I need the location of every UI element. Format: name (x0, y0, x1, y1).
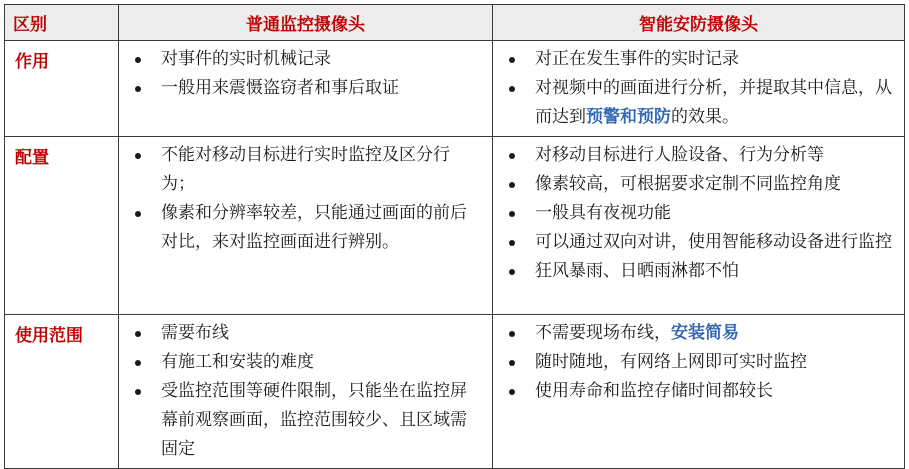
header-smart-camera: 智能安防摄像头 (493, 5, 905, 41)
row-label-function: 作用 (5, 41, 119, 137)
header-row (5, 5, 905, 41)
bullet-list (127, 319, 482, 464)
list-item: 有施工和安装的难度 (127, 348, 482, 377)
item-text-after: 的效果。 (671, 107, 739, 127)
row-usage-scope (5, 315, 905, 469)
list-item: 一般用来震慑盗窃者和事后取证 (127, 74, 482, 103)
bullet-list (127, 141, 482, 257)
smart-cell-usage-scope (493, 315, 905, 469)
smart-cell-function (493, 41, 905, 137)
list-item: 对移动目标进行人脸设备、行为分析等 (501, 141, 894, 170)
item-text: 不需要现场布线， (535, 323, 671, 343)
ordinary-cell-function (119, 41, 493, 137)
bullet-list (501, 45, 894, 132)
list-item: 像素较高，可根据要求定制不同监控角度 (501, 170, 894, 199)
list-item: 对事件的实时机械记录 (127, 45, 482, 74)
list-item (501, 319, 894, 348)
highlight-text: 安装简易 (671, 323, 739, 343)
list-item (501, 74, 894, 132)
list-item: 一般具有夜视功能 (501, 199, 894, 228)
ordinary-cell-usage-scope (119, 315, 493, 469)
header-ordinary-camera: 普通监控摄像头 (119, 5, 493, 41)
row-label-usage-scope: 使用范围 (5, 315, 119, 469)
bullet-list (127, 45, 482, 103)
list-item: 狂风暴雨、日晒雨淋都不怕 (501, 257, 894, 286)
highlight-text: 预警和预防 (586, 107, 671, 127)
bullet-list (501, 141, 894, 286)
smart-cell-configuration (493, 137, 905, 315)
list-item: 需要布线 (127, 319, 482, 348)
list-item: 可以通过双向对讲，使用智能移动设备进行监控 (501, 228, 894, 257)
list-item: 像素和分辨率较差，只能通过画面的前后对比，来对监控画面进行辨别。 (127, 199, 482, 257)
list-item: 随时随地，有网络上网即可实时监控 (501, 348, 894, 377)
list-item: 使用寿命和监控存储时间都较长 (501, 377, 894, 406)
list-item: 受监控范围等硬件限制，只能坐在监控屏幕前观察画面，监控范围较少、且区域需固定 (127, 377, 482, 464)
item-text: 对视频中的画面进行分析，并提取其中信息，从而达到 (535, 78, 892, 127)
comparison-table (4, 4, 905, 469)
bullet-list (501, 319, 894, 406)
list-item: 不能对移动目标进行实时监控及区分行为； (127, 141, 482, 199)
ordinary-cell-configuration (119, 137, 493, 315)
row-function (5, 41, 905, 137)
list-item: 对正在发生事件的实时记录 (501, 45, 894, 74)
row-configuration (5, 137, 905, 315)
row-label-configuration: 配置 (5, 137, 119, 315)
header-category: 区别 (5, 5, 119, 41)
